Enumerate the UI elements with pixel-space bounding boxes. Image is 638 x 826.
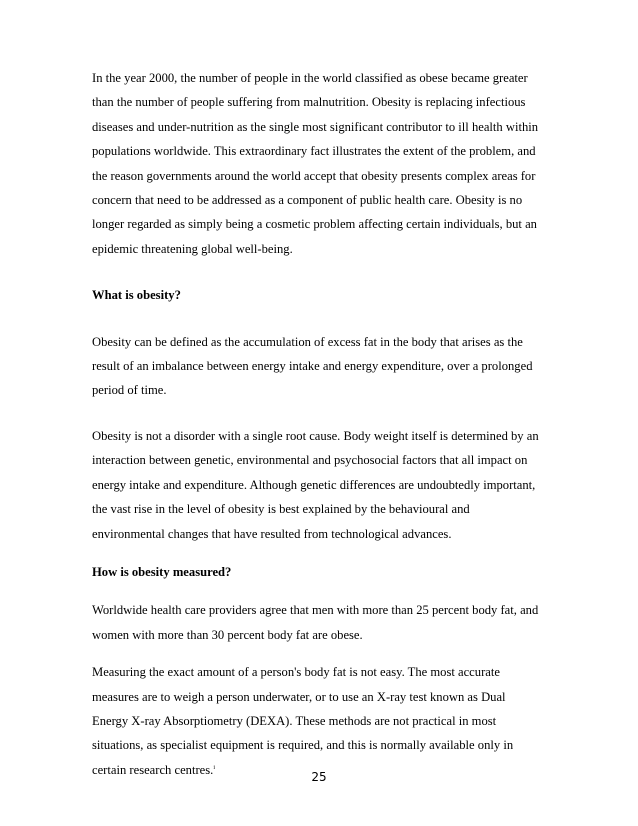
text-line: environmental changes that have resulted from technological advances. <box>92 526 452 541</box>
text-line: energy intake and expenditure. Although genetic differences are undoubtedly important, <box>92 477 536 492</box>
text-line: Obesity can be defined as the accumulation of excess fat in the body that arises as the <box>92 334 523 349</box>
text-line: than the number of people suffering from malnutrition. Obesity is replacing infectious <box>92 95 526 110</box>
text-line: Measuring the exact amount of a person's body fat is not easy. The most accurate <box>92 665 500 680</box>
page-number: 25 <box>311 770 327 784</box>
measuring-paragraph <box>92 660 548 782</box>
section-heading-what-is-obesity: What is obesity? <box>92 288 181 303</box>
definition-paragraph <box>92 330 548 403</box>
thresholds-paragraph <box>92 598 548 647</box>
text-line: situations, as specialist equipment is required, and this is normally available only in <box>92 738 514 753</box>
text-line: diseases and under-nutrition as the single most significant contributor to ill health within <box>92 119 539 134</box>
text-line: populations worldwide. This extraordinary fact illustrates the extent of the problem, and <box>92 144 536 159</box>
text-line: measures are to weigh a person underwater, or to use an X-ray test known as Dual <box>92 689 506 704</box>
text-line: Worldwide health care providers agree that men with more than 25 percent body fat, and <box>92 603 539 618</box>
text-line: the vast rise in the level of obesity is best explained by the behavioural and <box>92 502 470 517</box>
page-content <box>92 66 548 782</box>
text-line: epidemic threatening global well-being. <box>92 241 293 256</box>
text-line: Energy X-ray Absorptiometry (DEXA). These methods are not practical in most <box>92 713 497 728</box>
text-line: In the year 2000, the number of people in the world classified as obese became greater <box>92 71 528 85</box>
text-line: result of an imbalance between energy intake and energy expenditure, over a prolonged <box>92 359 533 374</box>
text-line: interaction between genetic, environmental and psychosocial factors that all impact on <box>92 453 528 468</box>
text-line: women with more than 30 percent body fat are obese. <box>92 627 363 642</box>
text-line: period of time. <box>92 383 167 398</box>
text-line: the reason governments around the world accept that obesity presents complex areas for <box>92 168 536 183</box>
intro-paragraph <box>92 66 548 261</box>
text-line: Obesity is not a disorder with a single root cause. Body weight itself is determined by an <box>92 428 539 443</box>
section-heading-how-measured: How is obesity measured? <box>92 564 232 579</box>
footnote-marker[interactable]: i <box>213 764 215 771</box>
text-line: longer regarded as simply being a cosmetic problem affecting certain individuals, but an <box>92 217 537 232</box>
text-line: certain research centres. <box>92 762 214 777</box>
text-line: concern that need to be addressed as a component of public health care. Obesity is no <box>92 193 523 208</box>
causes-paragraph <box>92 424 548 546</box>
